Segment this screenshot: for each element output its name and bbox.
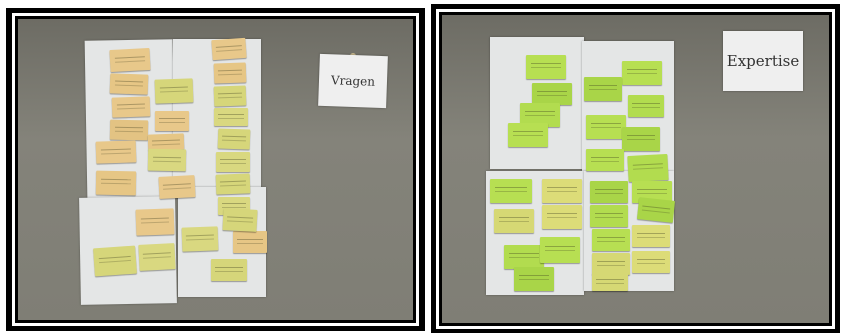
sticky-note	[216, 173, 251, 194]
sticky-note	[155, 78, 194, 103]
sticky-note	[214, 108, 248, 126]
sticky-note	[148, 149, 186, 172]
sticky-note	[637, 197, 675, 223]
sticky-note	[514, 267, 554, 291]
sticky-note	[110, 73, 149, 94]
sticky-note	[532, 83, 572, 105]
label-card-text: Vragen	[330, 73, 376, 89]
sticky-note	[592, 229, 630, 251]
sticky-note	[158, 175, 195, 199]
sticky-note	[112, 96, 151, 117]
sticky-note	[138, 243, 175, 271]
sticky-note	[182, 226, 219, 251]
sticky-note	[586, 149, 624, 171]
sticky-note	[628, 95, 664, 117]
sticky-note	[508, 123, 548, 147]
sticky-note	[526, 55, 566, 79]
sticky-note	[590, 181, 628, 203]
sticky-note	[622, 127, 660, 151]
sticky-note	[592, 273, 628, 291]
sticky-note	[214, 62, 247, 83]
sticky-note	[632, 251, 670, 273]
left-photo	[18, 19, 413, 320]
sticky-note	[627, 154, 668, 182]
sticky-note	[222, 208, 257, 232]
sticky-note	[233, 231, 267, 253]
sticky-note	[584, 77, 622, 101]
label-card	[723, 31, 803, 91]
sticky-note	[109, 48, 150, 72]
sticky-note	[494, 209, 534, 233]
sticky-note	[586, 115, 626, 139]
sticky-note	[622, 61, 662, 85]
sticky-note	[211, 259, 247, 281]
sticky-note	[632, 225, 670, 247]
sticky-note	[504, 245, 544, 269]
sticky-note	[540, 237, 580, 263]
sticky-note	[96, 140, 137, 163]
sticky-note	[93, 246, 137, 277]
sticky-note	[542, 179, 582, 203]
sticky-note	[590, 205, 628, 227]
sticky-note	[218, 128, 251, 149]
sticky-note	[214, 85, 247, 106]
sticky-note	[155, 111, 189, 131]
sticky-note	[136, 208, 175, 235]
sticky-note	[110, 120, 148, 141]
sticky-note	[211, 38, 246, 60]
sticky-note	[216, 152, 250, 172]
sticky-note	[490, 179, 532, 203]
sticky-note	[542, 205, 582, 229]
right-photo	[442, 15, 829, 323]
sticky-note	[592, 253, 630, 275]
sticky-note	[96, 171, 136, 196]
label-card-text: Expertise	[726, 52, 800, 70]
label-card	[318, 54, 388, 108]
